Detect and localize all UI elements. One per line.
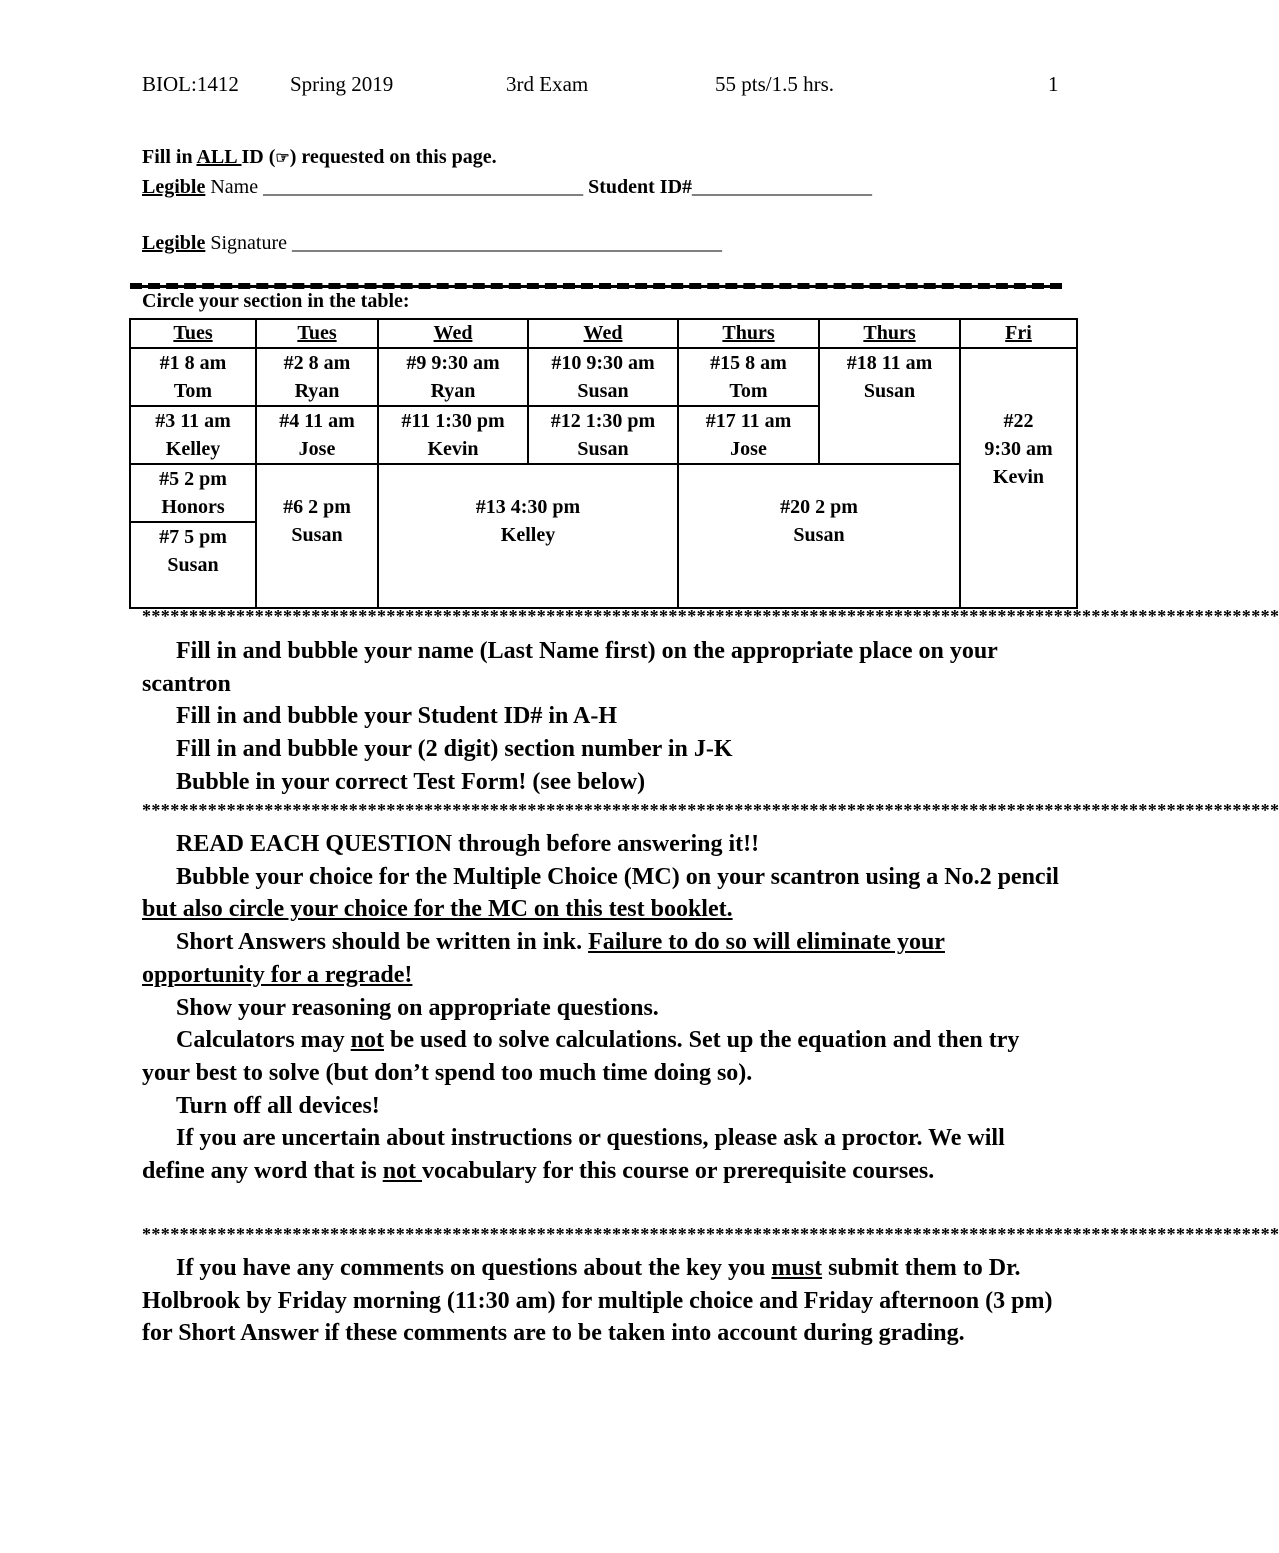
section-cell-5[interactable]: #5 2 pm Honors [130, 464, 256, 522]
section-cell-17[interactable]: #17 11 am Jose [678, 406, 819, 464]
day-header: Fri [960, 319, 1077, 348]
table-caption: Circle your section in the table: [142, 290, 410, 312]
section-cell-22[interactable]: #22 9:30 am Kevin [960, 348, 1077, 608]
section-cell-20[interactable]: #20 2 pm Susan [678, 464, 960, 608]
section-cell-6[interactable]: #6 2 pm Susan [256, 464, 378, 608]
section-cell-18[interactable]: #18 11 am Susan [819, 348, 960, 464]
exam-instructions: READ EACH QUESTION through before answering it!! Bubble your choice for the Multiple Choice (MC) on your scantron using a No.2 pencil but also circle your choice for the MC on this test booklet. Short Answers should be written in ink. Failure to do so will eliminate your opportunity for a regrade! Show your reasoning on appropriate questions. Calculators may not be used to solve calculations. Set up the equation and then try your best to solve (but don’t spend too much time doing so). Turn off all devices! If you are uncertain about instructions or questions, please ask a proctor. We will define any word that is not vocabulary for this course or prerequisite courses. [142, 831, 1059, 1185]
course-code: BIOL:1412 [142, 72, 239, 96]
term: Spring 2019 [290, 72, 394, 96]
section-table [129, 318, 1078, 609]
section-cell-7[interactable]: #7 5 pm Susan [130, 522, 256, 608]
id-section [142, 143, 872, 257]
table-header-row [130, 319, 1077, 348]
pointing-hand-icon: ☞ [275, 150, 290, 167]
day-header: Tues [130, 319, 256, 348]
day-header: Thurs [819, 319, 960, 348]
section-cell-9[interactable]: #9 9:30 am Ryan [378, 348, 528, 406]
fill-in-instruction: Fill in ALL ID (☞) requested on this page. [142, 146, 497, 168]
exam-title: 3rd Exam [506, 72, 589, 96]
star-separator: ************************************************************************************************************************* [142, 1224, 1279, 1244]
section-cell-4[interactable]: #4 11 am Jose [256, 406, 378, 464]
day-header: Wed [378, 319, 528, 348]
day-header: Tues [256, 319, 378, 348]
page-number: 1 [1048, 72, 1059, 96]
section-cell-2[interactable]: #2 8 am Ryan [256, 348, 378, 406]
day-header: Wed [528, 319, 678, 348]
name-field[interactable]: ________________________________ [263, 176, 584, 198]
star-separator: ************************************************************************************************************************* [142, 606, 1279, 626]
signature-row: Legible Signature ___________________________________________ [142, 232, 722, 254]
star-separator: ************************************************************************************************************************* [142, 800, 1279, 820]
points-duration: 55 pts/1.5 hrs. [715, 72, 835, 96]
page-header [0, 72, 1200, 102]
scantron-instructions: Fill in and bubble your name (Last Name first) on the appropriate place on your scantron Fill in and bubble your Student ID# in A-H Fill in and bubble your (2 digit) section number in J-K Bubble in your correct Test Form! (see below) [142, 638, 998, 795]
day-header: Thurs [678, 319, 819, 348]
section-cell-3[interactable]: #3 11 am Kelley [130, 406, 256, 464]
section-cell-10[interactable]: #10 9:30 am Susan [528, 348, 678, 406]
name-row: Legible Name ________________________________ Student ID#__________________ [142, 176, 873, 198]
section-cell-11[interactable]: #11 1:30 pm Kevin [378, 406, 528, 464]
student-id-field[interactable]: __________________ [692, 176, 873, 198]
section-cell-13[interactable]: #13 4:30 pm Kelley [378, 464, 678, 608]
section-cell-12[interactable]: #12 1:30 pm Susan [528, 406, 678, 464]
divider [130, 285, 1062, 288]
signature-field[interactable]: ___________________________________________ [292, 232, 722, 254]
comments-instructions: If you have any comments on questions about the key you must submit them to Dr. Holbrook by Friday morning (11:30 am) for multiple choice and Friday afternoon (3 pm) for Short Answer if these comments are to be taken into account during grading. [142, 1255, 1053, 1347]
section-cell-1[interactable]: #1 8 am Tom [130, 348, 256, 406]
section-cell-15[interactable]: #15 8 am Tom [678, 348, 819, 406]
